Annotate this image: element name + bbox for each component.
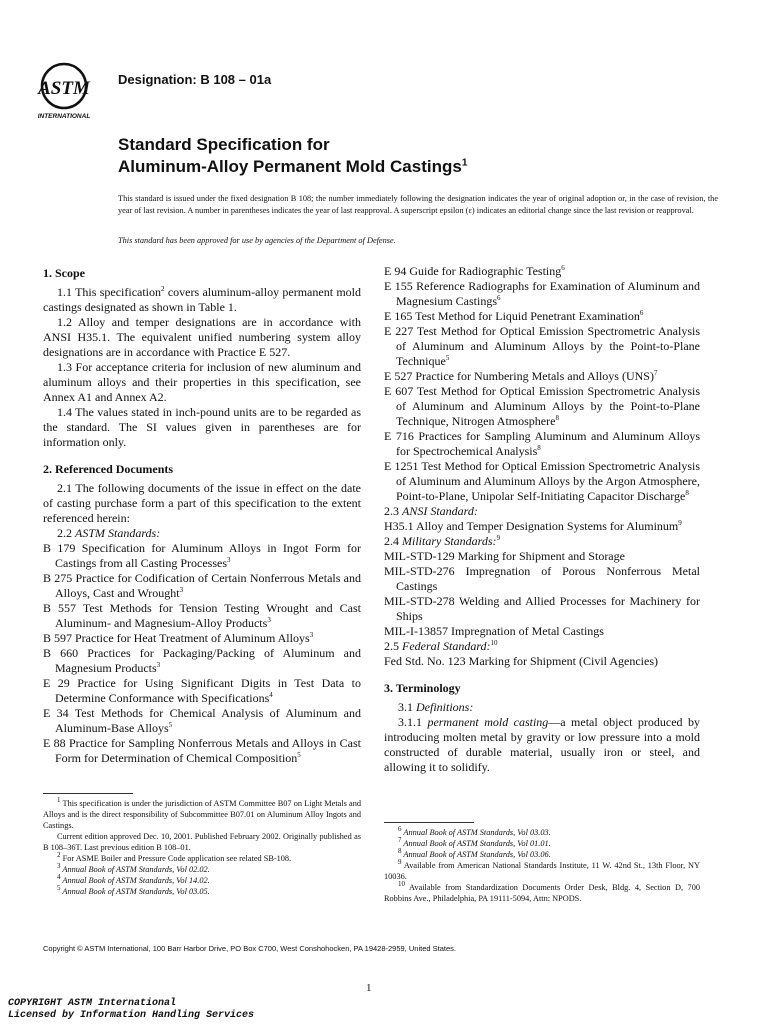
mil-reference: MIL-STD-129 Marking for Shipment and Storage [384, 549, 625, 563]
reference-item: E 155 Reference Radiographs for Examination of Aluminum and Magnesium Castings$^6$ [384, 279, 700, 308]
reference-item: B 179 Specification for Aluminum Alloys in Ingot Form for Castings from all Casting Processes$^3$ [43, 541, 361, 570]
reference-item: E 1251 Test Method for Optical Emission Spectrometric Analysis of Aluminum and Aluminum Alloys by the Argon Atmosphere, Point-to-Plane, Unipolar Self-Initiating Capacitor Discharge$^8$ [384, 459, 700, 503]
footnote: $^7$ Annual Book of ASTM Standards, Vol 01.01. [398, 836, 551, 848]
footnote: $^5$ Annual Book of ASTM Standards, Vol 03.05. [57, 884, 210, 896]
title-line-2: Aluminum-Alloy Permanent Mold Castings$^1$ [118, 157, 468, 176]
federal-reference: Fed Std. No. 123 Marking for Shipment (Civil Agencies) [384, 654, 658, 668]
footnote: $^3$ Annual Book of ASTM Standards, Vol 02.02. [57, 862, 210, 874]
ansi-reference: H35.1 Alloy and Temper Designation Systems for Aluminum$^9$ [384, 519, 682, 533]
designation: Designation: B 108 – 01a [118, 72, 272, 87]
reference-item: E 165 Test Method for Liquid Penetrant Examination$^6$ [384, 309, 644, 323]
footnote: $^9$ Available from American National Standards Institute, 11 W. 42nd St., 13th Floor, NY 10036. [384, 858, 700, 881]
left-column [43, 264, 361, 766]
terminology-heading: 3. Terminology [384, 681, 461, 695]
astm-logo [34, 62, 106, 120]
footnotes-right [384, 822, 700, 904]
dod-notice: This standard has been approved for use by agencies of the Department of Defense. [118, 236, 396, 245]
section-3-1: 3.1 Definitions: [398, 700, 474, 714]
section-2-5: 2.5 Federal Standard:$^{10}$ [384, 639, 498, 653]
standard-notice: This standard is issued under the fixed designation B 108; the number immediately following the designation indicates the year of original adoption or, in the case of revision, the year of last revision. A number in parentheses indicates the year of last reapproval. A superscript epsilon (ε) indicates an editorial change since the last revision or reapproval. [118, 194, 718, 215]
section-1-3: 1.3 For acceptance criteria for inclusion of new aluminum and aluminum alloys and their properties in this specification, see Annex A1 and Annex A2. [43, 360, 361, 404]
mil-reference: MIL-I-13857 Impregnation of Metal Castings [384, 624, 604, 638]
reference-item: E 607 Test Method for Optical Emission Spectrometric Analysis of Aluminum and Aluminum Alloys by the Point-to-Plane Technique, Nitrogen Atmosphere$^8$ [384, 384, 700, 428]
footnote: $^8$ Annual Book of ASTM Standards, Vol 03.06. [398, 847, 551, 859]
footer-license: Licensed by Information Handling Services [8, 1010, 255, 1021]
footnote: $^1$ This specification is under the jurisdiction of ASTM Committee B07 on Light Metals and Alloys and is the direct responsibility of Subcommittee B07.01 on Aluminum Alloy Ingots and Castings. [43, 796, 361, 830]
footnote: $^2$ For ASME Boiler and Pressure Code application see related SB-108. [57, 851, 292, 863]
reference-item: B 557 Test Methods for Tension Testing Wrought and Cast Aluminum- and Magnesium-Alloy Products$^3$ [43, 601, 361, 630]
reference-item: E 29 Practice for Using Significant Digits in Test Data to Determine Conformance with Specifications$^4$ [43, 676, 361, 705]
section-2-4: 2.4 Military Standards:$^9$ [384, 534, 501, 548]
reference-item: E 34 Test Methods for Chemical Analysis of Aluminum and Aluminum-Base Alloys$^5$ [43, 706, 361, 735]
footnote-rule [384, 822, 474, 823]
section-3-1-1: 3.1.1 permanent mold casting—a metal object produced by introducing molten metal by gravity or low pressure into a mold constructed of durable material, usually iron or steel, and allowing it to solidify. [384, 715, 700, 774]
section-2-1: 2.1 The following documents of the issue in effect on the date of casting purchase form a part of this specification to the extent referenced herein: [43, 481, 361, 525]
scope-heading: 1. Scope [43, 266, 85, 280]
astm-reference-list [43, 541, 361, 766]
footnotes-left [43, 793, 361, 897]
reference-item: E 88 Practice for Sampling Nonferrous Metals and Alloys in Cast Form for Determination of Chemical Composition$^5$ [43, 736, 361, 765]
svg-text:INTERNATIONAL: INTERNATIONAL [37, 113, 91, 120]
title-line-1: Standard Specification for [118, 135, 330, 154]
footnote: $^4$ Annual Book of ASTM Standards, Vol 14.02. [57, 873, 210, 885]
footnote-rule [43, 793, 133, 794]
section-1-2: 1.2 Alloy and temper designations are in accordance with ANSI H35.1. The equivalent unified numbering system alloy designations are in accordance with Practice E 527. [43, 315, 361, 359]
footer-copyright: COPYRIGHT ASTM International [8, 998, 177, 1009]
reference-item: E 716 Practices for Sampling Aluminum and Aluminum Alloys for Spectrochemical Analysis$^8$ [384, 429, 700, 458]
svg-text:ASTM: ASTM [38, 78, 90, 99]
reference-item: B 660 Practices for Packaging/Packing of Aluminum and Magnesium Products$^3$ [43, 646, 361, 675]
reference-item: E 227 Test Method for Optical Emission Spectrometric Analysis of Aluminum and Aluminum Alloys by the Point-to-Plane Technique$^5$ [384, 324, 700, 368]
footnote: $^6$ Annual Book of ASTM Standards, Vol 03.03. [398, 825, 551, 837]
right-column [384, 264, 700, 775]
footnote: Current edition approved Dec. 10, 2001. Published February 2002. Originally published as B 108–36T. Last previous edition B 108–01. [43, 832, 361, 852]
section-1-4: 1.4 The values stated in inch-pound units are to be regarded as the standard. The SI values given in parentheses are for information only. [43, 405, 361, 449]
footnote: $^{10}$ Available from Standardization Documents Order Desk, Bldg. 4, Section D, 700 Robbins Ave., Philadelphia, PA 19111-5094, Attn: NPODS. [384, 880, 700, 903]
reference-item: B 275 Practice for Codification of Certain Nonferrous Metals and Alloys, Cast and Wrought$^3$ [43, 571, 361, 600]
reference-item: E 527 Practice for Numbering Metals and Alloys (UNS)$^7$ [384, 369, 658, 383]
reference-item: E 94 Guide for Radiographic Testing$^6$ [384, 264, 565, 278]
document-title [118, 134, 467, 178]
mil-reference: MIL-STD-278 Welding and Allied Processes for Machinery for Ships [384, 594, 700, 623]
mil-reference: MIL-STD-276 Impregnation of Porous Nonferrous Metal Castings [384, 564, 700, 593]
section-2-2: 2.2 ASTM Standards: [57, 526, 161, 540]
page-number: 1 [366, 982, 372, 994]
copyright-line: Copyright © ASTM International, 100 Barr Harbor Drive, PO Box C700, West Conshohocken, PA 19428-2959, United States. [43, 944, 456, 953]
section-2-3: 2.3 ANSI Standard: [384, 504, 478, 518]
referenced-documents-heading: 2. Referenced Documents [43, 462, 174, 476]
section-1-1: 1.1 This specification$^2$ covers aluminum-alloy permanent mold castings designated as shown in Table 1. [43, 285, 361, 314]
reference-item: B 597 Practice for Heat Treatment of Aluminum Alloys$^3$ [43, 631, 314, 645]
